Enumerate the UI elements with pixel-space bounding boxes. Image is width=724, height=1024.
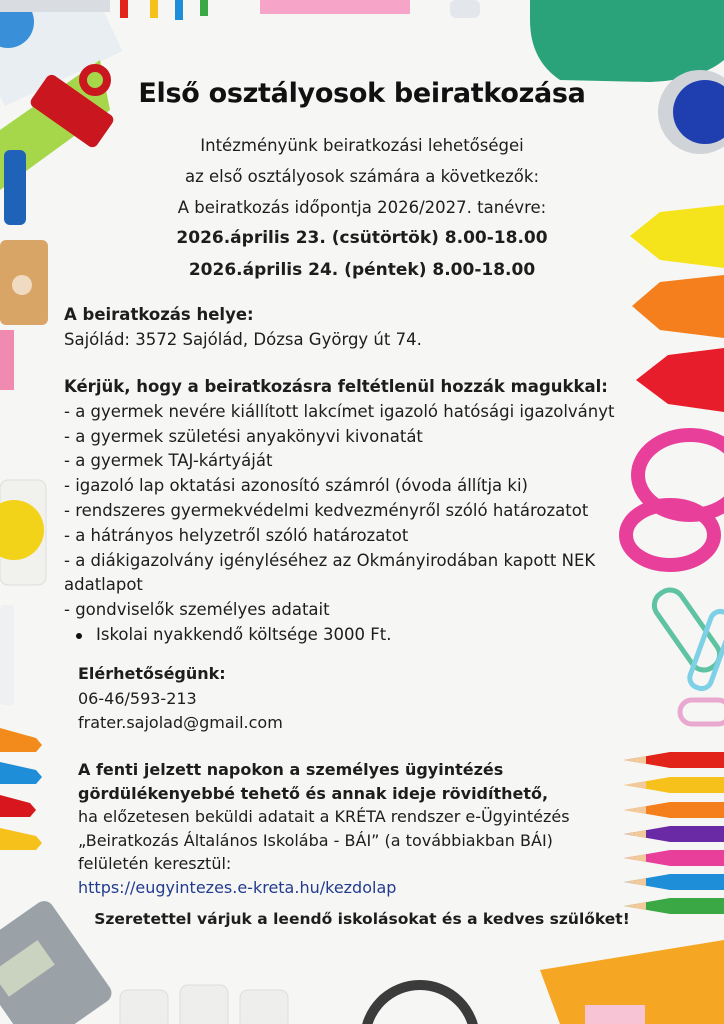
tie-cost-bullet: Iskolai nyakkendő költsége 3000 Ft. [64, 623, 684, 648]
intro-line: Intézményünk beiratkozási lehetőségei [200, 136, 524, 155]
page-title: Első osztályosok beiratkozása [138, 78, 586, 109]
note-line: felületén keresztül: [78, 854, 232, 873]
requirement-item: - rendszeres gyermekvédelmi kedvezményről szóló határozatot [64, 500, 589, 520]
requirements-heading: Kérjük, hogy a beiratkozásra feltétlenül hozzák magukkal: [64, 377, 608, 396]
requirement-item: - a diákigazolvány igényléséhez az Okmányirodában kapott NEK [64, 550, 596, 570]
requirement-item: - a gyermek születési anyakönyvi kivonatát [64, 426, 423, 446]
requirements-section [64, 375, 684, 648]
requirement-item: adatlapot [64, 575, 143, 595]
enrollment-date: 2026.április 24. (péntek) 8.00-18.00 [188, 260, 536, 280]
intro-line: az első osztályosok számára a következők: [184, 167, 540, 186]
contact-email: frater.sajolad@gmail.com [78, 713, 283, 732]
place-heading: A beiratkozás helye: [64, 305, 254, 324]
note-bold-line: A fenti jelzett napokon a személyes ügyintézés [78, 760, 504, 779]
note-line: „Beiratkozás Általános Iskolába - BÁI” (a továbbiakban BÁI) [78, 830, 553, 850]
contact-phone: 06-46/593-213 [78, 688, 197, 708]
closing-message: Szeretettel várjuk a leendő iskolásokat és a kedves szülőket! [94, 910, 630, 928]
contact-section [78, 662, 283, 736]
place-address: Sajólád: 3572 Sajólád, Dózsa György út 74. [64, 329, 422, 349]
online-enrollment-note [78, 758, 638, 899]
intro-line: A beiratkozás időpontja 2026/2027. tanévre: [177, 198, 547, 217]
requirement-item: - a gyermek nevére kiállított lakcímet igazoló hatósági igazolványt [64, 401, 615, 421]
kreta-link[interactable]: https://eugyintezes.e-kreta.hu/kezdolap [78, 877, 397, 897]
note-line: ha előzetesen beküldi adatait a KRÉTA rendszer e-Ügyintézés [78, 807, 570, 826]
requirement-item: - igazoló lap oktatási azonosító számról (óvoda állítja ki) [64, 476, 528, 496]
contact-heading: Elérhetőségünk: [78, 664, 226, 683]
enrollment-place-section [64, 303, 684, 353]
enrollment-date: 2026.április 23. (csütörtök) 8.00-18.00 [176, 228, 548, 248]
requirement-item: - a gyermek TAJ-kártyáját [64, 451, 273, 471]
requirement-item: - a hátrányos helyzetről szóló határozatot [64, 525, 409, 545]
requirement-item: - gondviselők személyes adatait [64, 600, 330, 620]
note-bold-line: gördülékenyebbé tehető és annak ideje rövidíthető, [78, 783, 549, 803]
